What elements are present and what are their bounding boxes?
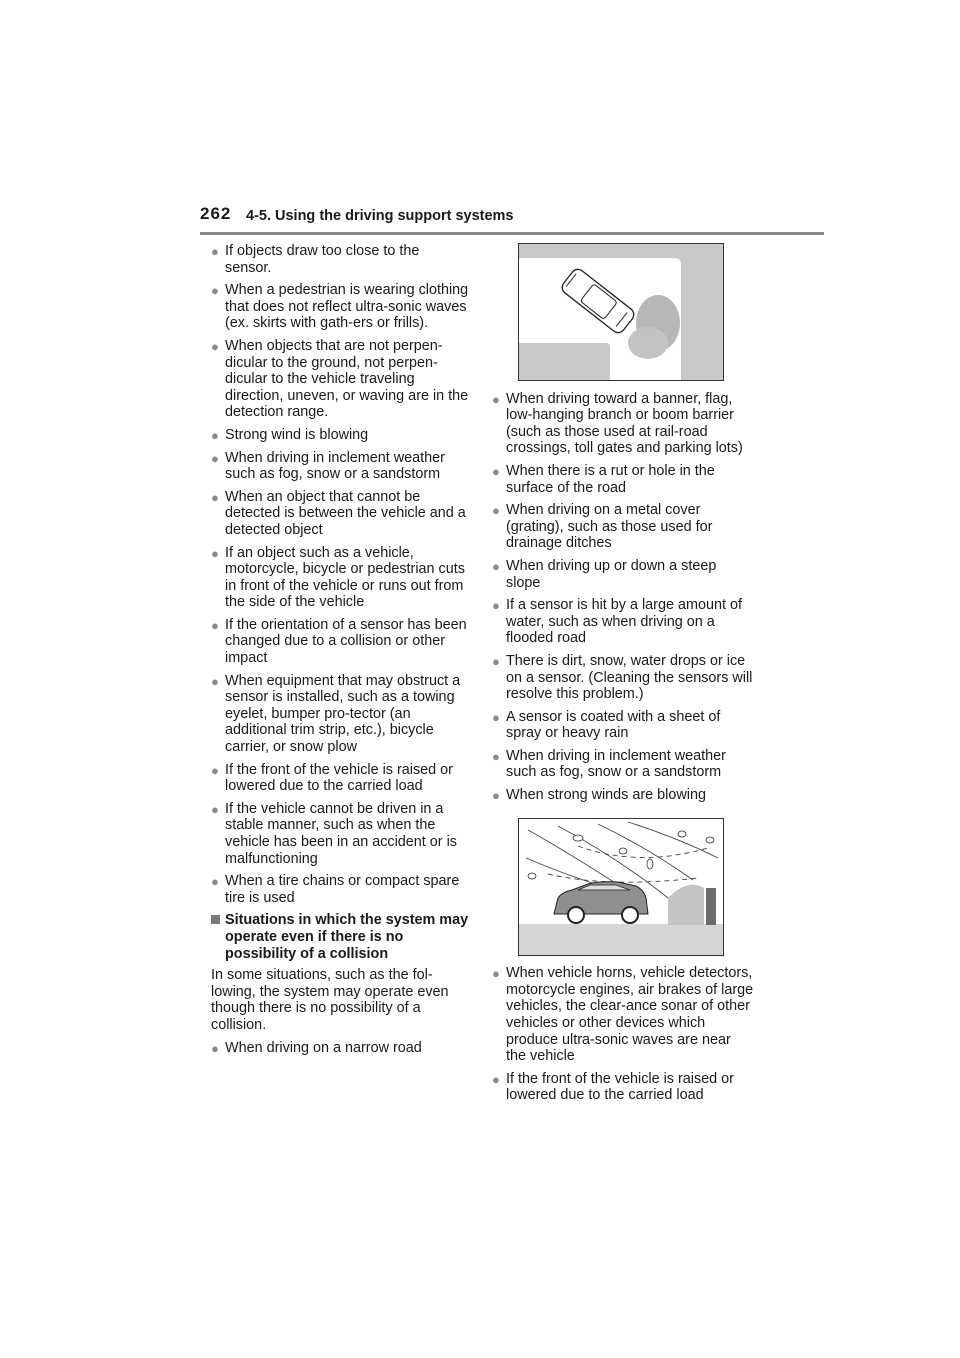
list-item xyxy=(492,597,754,647)
list-item-text: When vehicle horns, vehicle detectors, motorcycle engines, air brakes of large vehicles, the clear-ance sonar of other vehicles or other devices which produce ultra-sonic waves are near the vehicle xyxy=(506,965,754,1065)
bullet-icon: ● xyxy=(492,503,500,519)
ground xyxy=(519,924,723,955)
list-item-text: Strong wind is blowing xyxy=(225,426,369,443)
list-item-text: If the vehicle cannot be driven in a stable manner, such as when the vehicle has been in an accident or is malfunctioning xyxy=(225,800,457,867)
list-item-text: If the front of the vehicle is raised or lowered due to the carried load xyxy=(225,761,453,795)
list-item xyxy=(211,489,469,539)
bullet-icon: ● xyxy=(492,558,500,574)
bullet-icon: ● xyxy=(211,244,219,259)
list-item xyxy=(211,243,469,276)
right-column xyxy=(492,243,754,1110)
bullet-icon: ● xyxy=(211,617,219,633)
list-item xyxy=(211,801,469,867)
bullet-icon: ● xyxy=(211,874,219,890)
list-item xyxy=(211,1040,469,1057)
list-item xyxy=(492,787,754,804)
bullet-icon: ● xyxy=(492,748,500,764)
subheading xyxy=(211,912,469,962)
list-item-text: When a tire chains or compact spare tire is used xyxy=(225,873,460,906)
list-item-text: If the front of the vehicle is raised or lowered due to the carried load xyxy=(506,1070,734,1104)
page-number: 262 xyxy=(200,204,232,223)
bullet-icon: ● xyxy=(492,709,500,725)
bullet-icon: ● xyxy=(211,450,219,466)
bullet-icon: ● xyxy=(211,545,219,561)
list-item xyxy=(211,427,469,444)
list-item xyxy=(211,545,469,611)
list-item-text: When driving in inclement weather such as fog, snow or a sandstorm xyxy=(225,449,445,483)
list-item-text: When driving up or down a steep slope xyxy=(506,557,717,591)
bullet-icon: ● xyxy=(211,427,219,443)
bullet-icon: ● xyxy=(211,762,219,778)
bullet-icon: ● xyxy=(492,391,500,407)
curb-block xyxy=(519,343,610,380)
list-item-text: If a sensor is hit by a large amount of water, such as when driving on a flooded road xyxy=(506,597,742,647)
bullet-icon: ● xyxy=(211,283,219,299)
bullet-icon: ● xyxy=(211,1040,219,1056)
bullet-icon: ● xyxy=(492,653,500,669)
list-item-text: A sensor is coated with a sheet of spray or heavy rain xyxy=(506,708,721,742)
list-item xyxy=(492,709,754,742)
list-item-text: When there is a rut or hole in the surface of the road xyxy=(506,462,715,496)
subheading-text: Situations in which the system may operate even if there is no possibility of a collision xyxy=(225,912,469,962)
list-item xyxy=(211,762,469,795)
list-item xyxy=(492,391,754,457)
header-rule xyxy=(200,232,824,235)
bullet-icon: ● xyxy=(211,338,219,354)
strong-wind-figure xyxy=(518,818,724,956)
sensor-wave-2 xyxy=(628,327,668,359)
list-item-text: If the orientation of a sensor has been changed due to a collision or other impact xyxy=(225,616,467,667)
list-item-text: When driving in inclement weather such as fog, snow or a sandstorm xyxy=(506,747,726,781)
list-item xyxy=(211,450,469,483)
list-item-text: When driving toward a banner, flag, low-hanging branch or boom barrier (such as those used at rail-road crossings, toll gates and parking lots) xyxy=(506,390,743,457)
bullet-icon: ● xyxy=(492,598,500,614)
list-item xyxy=(211,873,469,906)
bullet-icon: ● xyxy=(492,1071,500,1087)
list-item xyxy=(492,748,754,781)
list-item-text: If an object such as a vehicle, motorcycle, bicycle or pedestrian cuts in front of the vehicle or runs out from the side of the vehicle xyxy=(225,544,465,611)
bullet-icon: ● xyxy=(492,463,500,479)
bullet-icon: ● xyxy=(492,966,500,982)
square-bullet-icon xyxy=(211,915,220,924)
page-header xyxy=(200,200,824,240)
list-item-text: When driving on a metal cover (grating), such as those used for drainage ditches xyxy=(506,502,713,552)
pole xyxy=(706,888,716,925)
list-item-text: When objects that are not perpen-dicular to the ground, not perpen-dicular to the vehicle traveling direction, uneven, or waving are in the detection range. xyxy=(225,337,469,421)
list-item xyxy=(211,673,469,756)
list-item xyxy=(492,558,754,591)
list-item-text: When driving on a narrow road xyxy=(225,1039,422,1056)
list-item-text: When a pedestrian is wearing clothing that does not reflect ultra-sonic waves (ex. skirts with gath-ers or frills). xyxy=(225,282,469,332)
intro-paragraph: In some situations, such as the fol-lowing, the system may operate even though there is no possibility of a collision. xyxy=(211,967,449,1033)
list-item-text: If objects draw too close to the sensor. xyxy=(225,243,420,276)
list-item xyxy=(492,502,754,552)
bullet-icon: ● xyxy=(211,673,219,689)
narrow-road-figure xyxy=(518,243,724,381)
list-item xyxy=(211,617,469,667)
list-item xyxy=(211,338,469,421)
bullet-icon: ● xyxy=(211,801,219,817)
list-item-text: When equipment that may obstruct a sensor is installed, such as a towing eyelet, bumper pro-tector (an additional trim strip, etc.), bicycle carrier, or snow plow xyxy=(225,672,461,756)
list-item-text: When strong winds are blowing xyxy=(506,787,706,804)
list-item xyxy=(492,965,754,1065)
list-item-text: There is dirt, snow, water drops or ice on a sensor. (Cleaning the sensors will resolve this problem.) xyxy=(506,652,753,703)
list-item xyxy=(211,282,469,332)
list-item xyxy=(492,653,754,703)
list-item-text: When an object that cannot be detected is between the vehicle and a detected object xyxy=(225,488,466,538)
left-column xyxy=(211,243,469,1062)
list-item xyxy=(492,463,754,496)
bullet-icon: ● xyxy=(211,489,219,505)
list-item xyxy=(492,1071,754,1104)
section-title: 4-5. Using the driving support systems xyxy=(246,208,514,224)
bullet-icon: ● xyxy=(492,788,500,804)
